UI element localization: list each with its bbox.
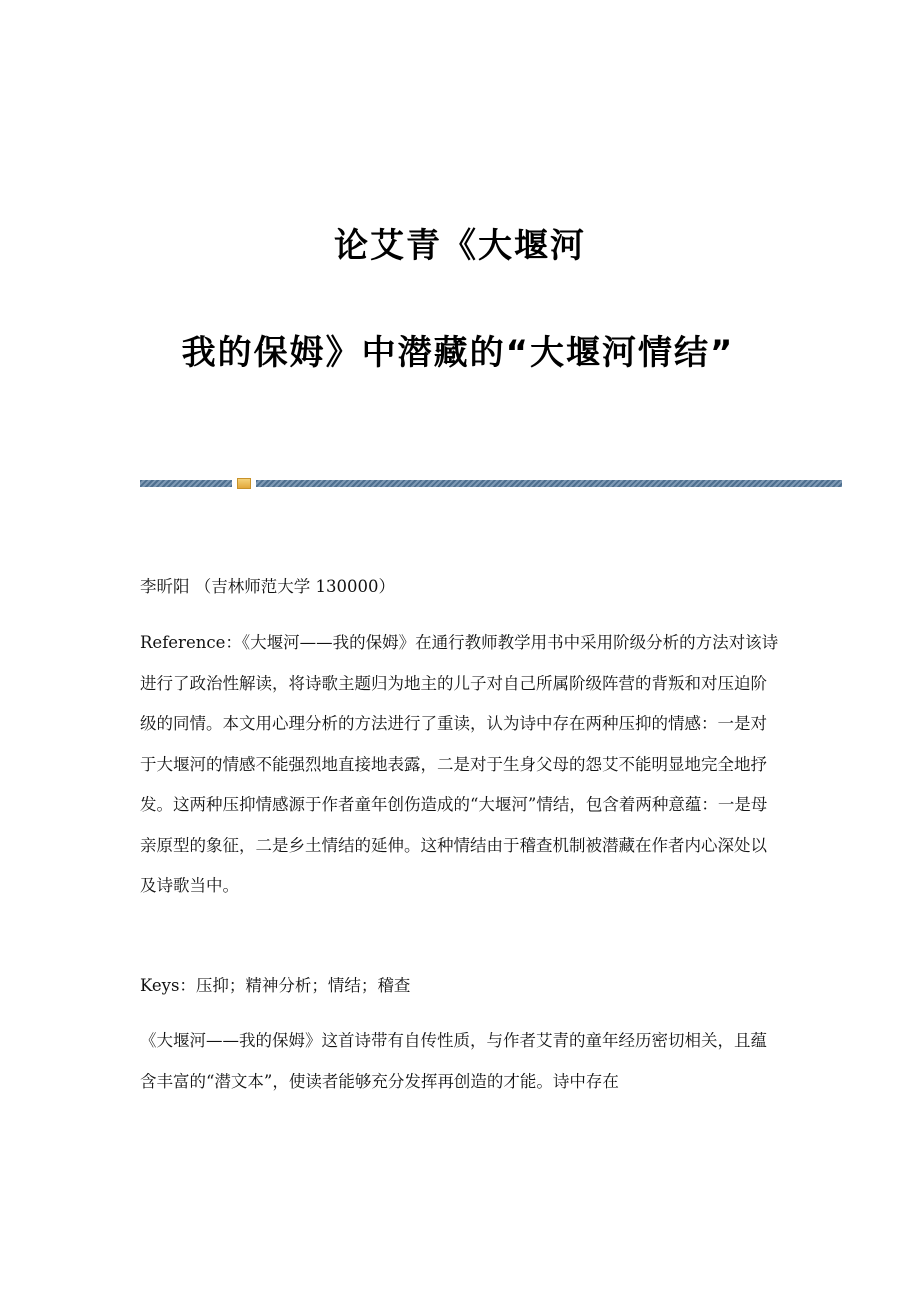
abstract-paragraph: Reference：《大堰河——我的保姆》在通行教师教学用书中采用阶级分析的方法对该诗进行了政治性解读，将诗歌主题归为地主的儿子对自己所属阶级阵营的背叛和对压迫阶级的同情。本文用心理分析的方法进行了重读，认为诗中存在两种压抑的情感：一是对于大堰河的情感不能强烈地直接地表露，二是对于生身父母的怨艾不能明显地完全地抒发。这两种压抑情感源于作者童年创伤造成的“大堰河”情结，包含着两种意蕴：一是母亲原型的象征，二是乡土情结的延伸。这种情结由于稽查机制被潜藏在作者内心深处以及诗歌当中。	[140, 633, 779, 895]
divider-bar-left	[140, 480, 232, 487]
divider-emblem-icon	[237, 478, 251, 489]
author-affiliation: 李昕阳 （吉林师范大学 130000）	[140, 577, 395, 596]
body-paragraph: 《大堰河——我的保姆》这首诗带有自传性质，与作者艾青的童年经历密切相关，且蕴含丰富的“潜文本”，使读者能够充分发挥再创造的才能。诗中存在	[140, 1031, 767, 1091]
title-line-2: 我的保姆》中潜藏的“大堰河情结”	[181, 333, 735, 373]
divider-bar-right	[256, 480, 842, 487]
title-divider	[140, 478, 842, 490]
keywords-line: Keys：压抑；精神分析；情结；稽查	[140, 976, 411, 995]
title-line-1: 论艾青《大堰河	[334, 226, 586, 266]
